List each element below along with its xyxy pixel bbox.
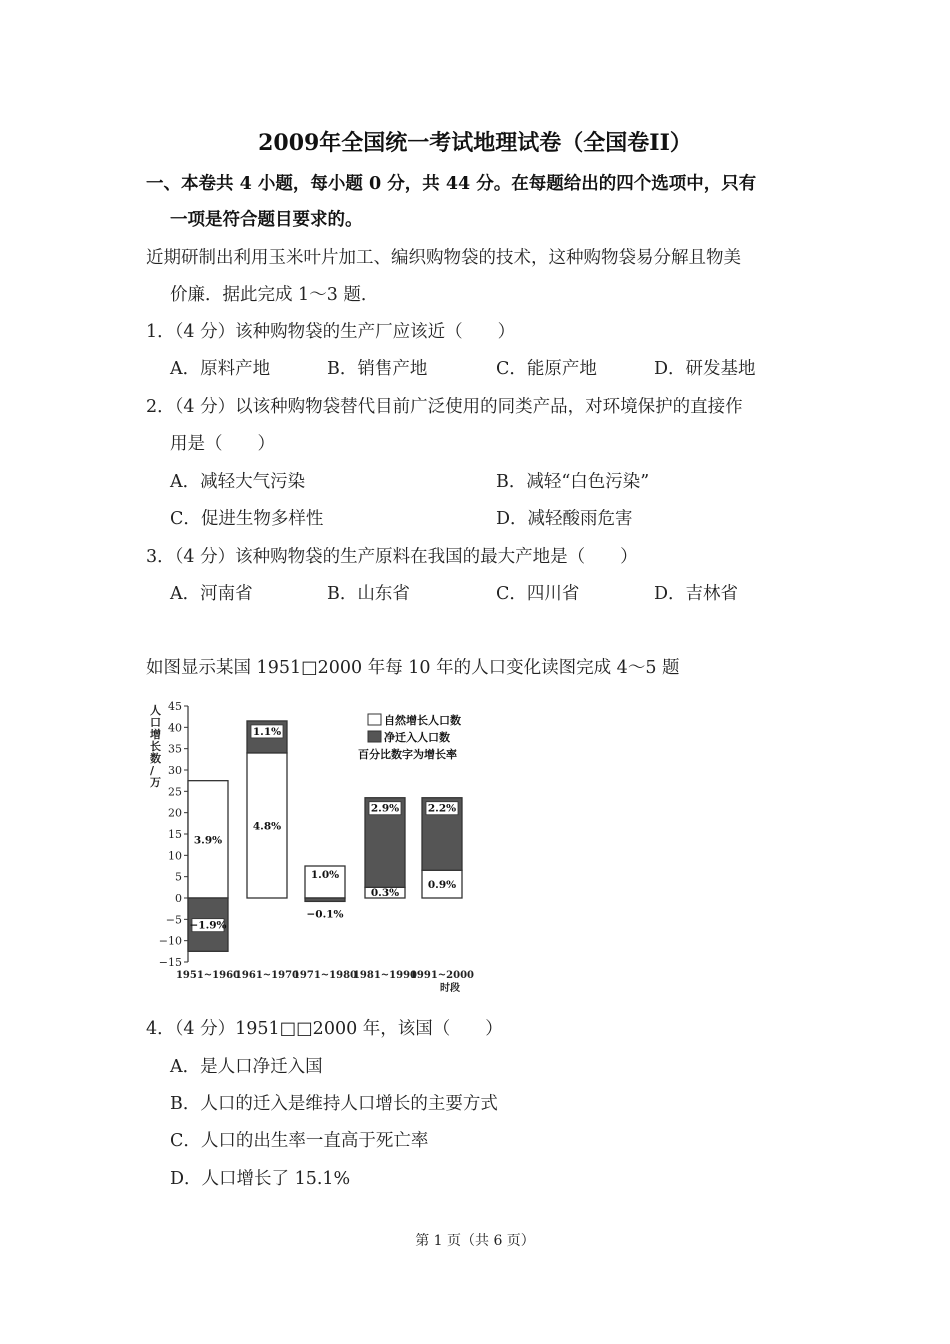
question-1-option-d[interactable]: D．研发基地 <box>654 359 756 379</box>
section-heading-line1: 一、本卷共 4 小题，每小题 0 分，共 44 分。在每题给出的四个选项中，只有 <box>146 174 757 194</box>
x-tick-label: 1971~1980 <box>292 970 358 981</box>
question-2-option-c[interactable]: C．促进生物多样性 <box>170 509 324 529</box>
intro-line2: 价廉．据此完成 1～3 题． <box>170 285 379 305</box>
question-4-option-c[interactable]: C．人口的出生率一直高于死亡率 <box>170 1131 429 1151</box>
x-tick-label: 1961~1970 <box>234 970 300 981</box>
legend-natural-growth: 自然增长人口数 <box>384 714 461 727</box>
y-tick-label: 0 <box>175 892 182 905</box>
legend-swatch-natural-growth <box>368 714 381 725</box>
y-tick-label: −10 <box>158 934 182 948</box>
legend-net-migration: 净迁入人口数 <box>384 731 450 744</box>
data-label-net-migration: −0.1% <box>306 908 344 921</box>
x-tick-label: 1981~1990 <box>352 970 418 981</box>
data-label-natural-growth: 0.9% <box>427 879 457 892</box>
question-1-option-b[interactable]: B．销售产地 <box>327 359 428 379</box>
question-1-option-c[interactable]: C．能原产地 <box>496 359 597 379</box>
y-tick-label: 15 <box>168 828 182 841</box>
data-label-net-migration: 2.9% <box>370 802 400 815</box>
y-tick-label: 20 <box>168 806 182 820</box>
question-4-option-b[interactable]: B．人口的迁入是维持人口增长的主要方式 <box>170 1094 498 1114</box>
legend-swatch-net-migration <box>368 731 381 742</box>
data-label-net-migration: 1.1% <box>252 725 282 738</box>
x-tick-label: 1991~2000 <box>409 970 475 981</box>
y-tick-label: 45 <box>168 700 182 713</box>
population-chart-svg <box>140 700 495 1000</box>
y-tick-label: 40 <box>168 721 182 735</box>
question-1-option-a[interactable]: A．原料产地 <box>170 359 271 379</box>
data-label-natural-growth: 0.3% <box>370 887 400 899</box>
question-2-option-b[interactable]: B．减轻“白色污染” <box>496 472 650 492</box>
question-3-option-a[interactable]: A．河南省 <box>170 584 253 604</box>
y-tick-label: 35 <box>168 742 182 756</box>
population-chart <box>140 700 495 1000</box>
question-3-option-d[interactable]: D．吉林省 <box>654 584 739 604</box>
question-2-option-d[interactable]: D．减轻酸雨危害 <box>496 509 633 529</box>
question-4-stem: 4．（4 分）1951□□2000 年，该国（ ） <box>146 1019 503 1039</box>
legend-note: 百分比数字为增长率 <box>358 748 457 761</box>
question-2-stem-line2: 用是（ ） <box>170 434 275 454</box>
question-3-option-b[interactable]: B．山东省 <box>327 584 410 604</box>
question-2-stem-line1: 2．（4 分）以该种购物袋替代目前广泛使用的同类产品，对环境保护的直接作 <box>146 397 743 417</box>
y-axis-label: 人口增长数/万 <box>150 704 161 789</box>
question-2-option-a[interactable]: A．减轻大气污染 <box>170 472 306 492</box>
question-4-option-d[interactable]: D．人口增长了 15.1% <box>170 1169 351 1189</box>
data-label-natural-growth: 4.8% <box>252 820 282 833</box>
bar-net-migration <box>305 898 345 901</box>
page-title: 2009年全国统一考试地理试卷（全国卷II） <box>258 130 692 156</box>
y-tick-label: 10 <box>168 849 182 863</box>
data-label-natural-growth: 1.0% <box>310 869 340 881</box>
page-footer: 第 1 页（共 6 页） <box>415 1233 535 1249</box>
y-tick-label: 25 <box>168 785 182 799</box>
x-tick-label: 1951~1960 <box>175 970 241 981</box>
intro-line1: 近期研制出利用玉米叶片加工、编织购物袋的技术，这种购物袋易分解且物美 <box>146 248 741 268</box>
data-label-net-migration: −1.9% <box>189 919 227 932</box>
data-label-natural-growth: 3.9% <box>193 834 223 847</box>
question-3-option-c[interactable]: C．四川省 <box>496 584 580 604</box>
chart-intro: 如图显示某国 1951□2000 年每 10 年的人口变化读图完成 4～5 题 <box>146 658 680 678</box>
section-heading-line2: 一项是符合题目要求的。 <box>170 210 363 230</box>
question-3-stem: 3．（4 分）该种购物袋的生产原料在我国的最大产地是（ ） <box>146 547 638 567</box>
y-tick-label: 30 <box>168 764 182 777</box>
y-tick-label: 5 <box>175 870 182 884</box>
x-axis-label: 时段 <box>440 983 460 994</box>
question-4-option-a[interactable]: A．是人口净迁入国 <box>170 1057 323 1077</box>
y-tick-label: −15 <box>158 956 182 969</box>
y-tick-label: −5 <box>165 913 182 927</box>
question-1-stem: 1．（4 分）该种购物袋的生产厂应该近（ ） <box>146 322 516 342</box>
data-label-net-migration: 2.2% <box>427 802 457 815</box>
